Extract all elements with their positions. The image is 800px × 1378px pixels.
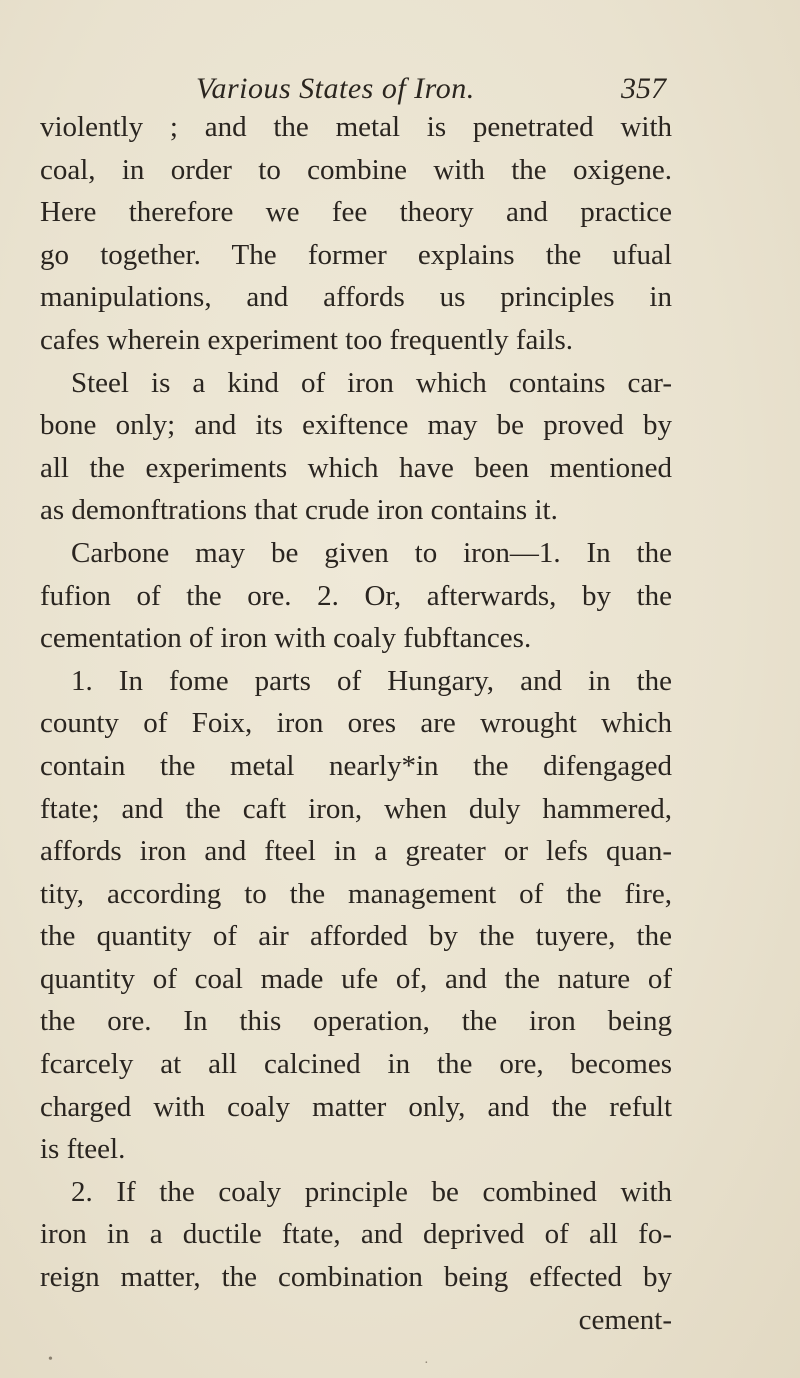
text-line: cafes wherein experiment too frequently fails. (40, 323, 574, 356)
text-line: charged with coaly matter only, and the refult (40, 1090, 672, 1123)
ink-speck: · (424, 1356, 429, 1371)
text-line: fufion of the ore. 2. Or, afterwards, by the (40, 579, 672, 612)
catchword: cement- (578, 1303, 672, 1336)
page-number: 357 (621, 72, 666, 105)
text-line: county of Foix, iron ores are wrought which (40, 707, 672, 740)
text-line: Steel is a kind of iron which contains car- (71, 366, 672, 399)
text-line: bone only; and its exiftence may be proved by (40, 409, 672, 442)
text-line: tity, according to the management of the fire, (40, 877, 672, 910)
text-line: the quantity of air afforded by the tuyere, the (40, 920, 672, 953)
text-line: go together. The former explains the ufual (40, 238, 672, 271)
body-text (40, 106, 672, 1341)
text-line: the ore. In this operation, the iron being (40, 1005, 672, 1038)
text-line: as demonftrations that crude iron contains it. (40, 494, 558, 527)
text-line: violently ; and the metal is penetrated with (40, 111, 672, 143)
text-line: 1. In fome parts of Hungary, and in the (71, 664, 672, 697)
text-line: Here therefore we fee theory and practice (40, 196, 672, 229)
running-head: Various States of Iron. (196, 72, 475, 105)
text-line: quantity of coal made ufe of, and the nature of (40, 962, 672, 995)
text-line: iron in a ductile ftate, and deprived of all fo- (40, 1218, 672, 1251)
text-line: Carbone may be given to iron—1. In the (71, 536, 672, 569)
text-line: contain the metal nearly*in the difengaged (40, 749, 672, 782)
text-line: all the experiments which have been mentioned (40, 451, 672, 484)
text-line: manipulations, and affords us principles in (40, 281, 672, 314)
text-line: fcarcely at all calcined in the ore, becomes (40, 1048, 672, 1081)
text-line: ftate; and the caft iron, when duly hammered, (40, 792, 672, 825)
text-line: reign matter, the combination being effected by (40, 1261, 672, 1294)
text-line: affords iron and fteel in a greater or lefs quan- (40, 835, 672, 868)
text-line: 2. If the coaly principle be combined with (71, 1175, 672, 1208)
ink-speck: • (48, 1352, 53, 1367)
text-line: coal, in order to combine with the oxigene. (40, 153, 672, 186)
text-line: cementation of iron with coaly fubftances. (40, 622, 532, 655)
text-line: is fteel. (40, 1133, 126, 1166)
